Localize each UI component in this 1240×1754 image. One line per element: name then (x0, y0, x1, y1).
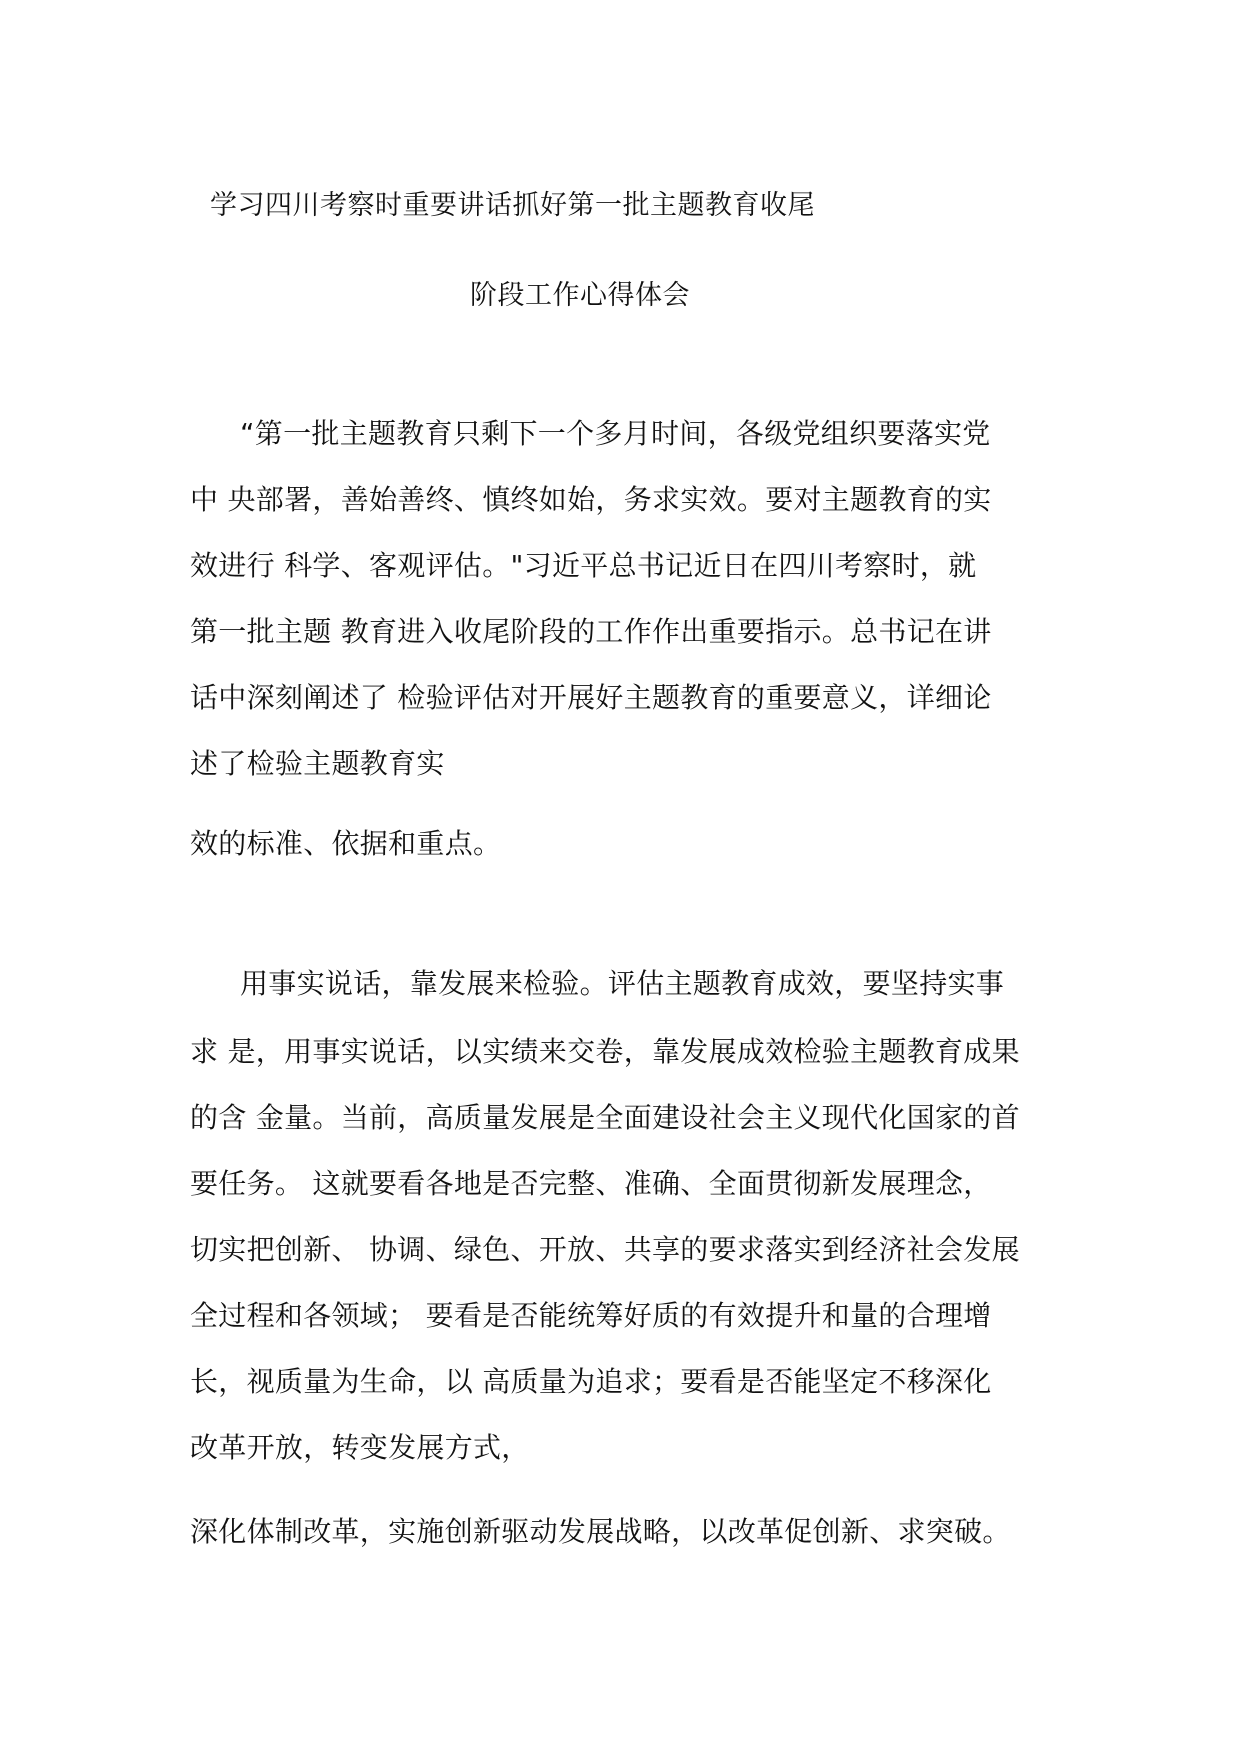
paragraph-line: 深化体制改革，实施创新驱动发展战略，以改革促创新、求突破。 (190, 1515, 1011, 1548)
paragraph-line: 话中深刻阐述了 检验评估对开展好主题教育的重要意义，详细论 (190, 681, 992, 714)
document-title-line-1: 学习四川考察时重要讲话抓好第一批主题教育收尾 (210, 190, 815, 221)
paragraph-line: 求 是，用事实说话，以实绩来交卷，靠发展成效检验主题教育成果 (190, 1035, 1020, 1068)
paragraph-line: 长，视质量为生命，以 高质量为追求；要看是否能坚定不移深化 (190, 1365, 992, 1398)
paragraph-line: 全过程和各领域； 要看是否能统筹好质的有效提升和量的合理增 (190, 1299, 992, 1332)
paragraph-line: 的含 金量。当前，高质量发展是全面建设社会主义现代化国家的首 (190, 1101, 1020, 1134)
paragraph-line: 切实把创新、 协调、绿色、开放、共享的要求落实到经济社会发展 (190, 1233, 1020, 1266)
paragraph-line: 第一批主题 教育进入收尾阶段的工作作出重要指示。总书记在讲 (190, 615, 992, 648)
paragraph-line: 中 央部署，善始善终、慎终如始，务求实效。要对主题教育的实 (190, 483, 992, 516)
paragraph-line: 效进行 科学、客观评估。"习近平总书记近日在四川考察时，就 (190, 549, 977, 582)
paragraph-line: 用事实说话，靠发展来检验。评估主题教育成效，要坚持实事 (240, 967, 1005, 1000)
paragraph-line: 效的标准、依据和重点。 (190, 827, 502, 860)
paragraph-line: 改革开放，转变发展方式， (190, 1431, 530, 1464)
document-title-line-2: 阶段工作心得体会 (470, 280, 690, 311)
paragraph-line: 要任务。 这就要看各地是否完整、准确、全面贯彻新发展理念， (190, 1167, 992, 1200)
paragraph-line: 述了检验主题教育实 (190, 747, 445, 780)
paragraph-line: “第一批主题教育只剩下一个多月时间，各级党组织要落实党 (240, 417, 991, 450)
